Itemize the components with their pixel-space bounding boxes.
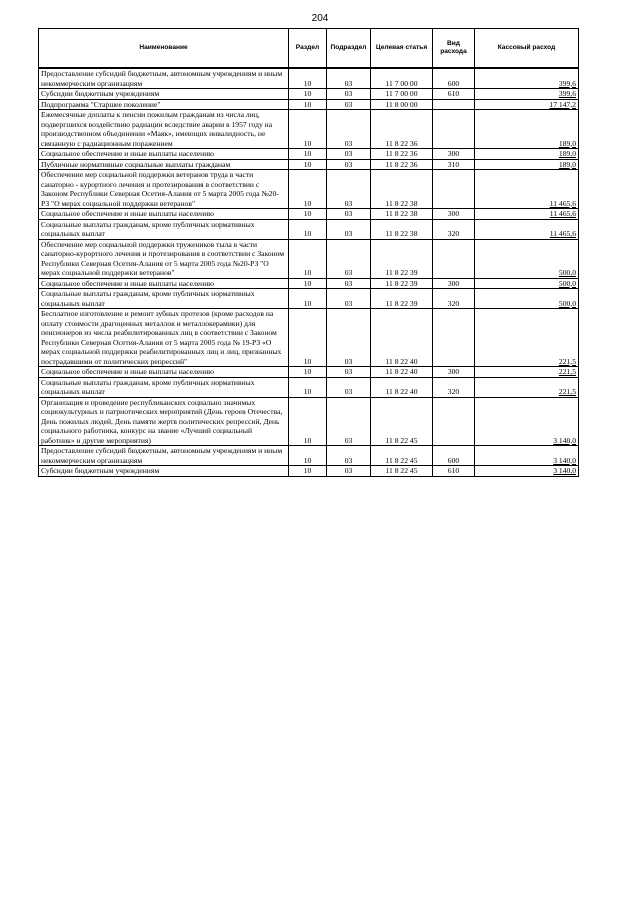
column-header-name: Наименование: [39, 29, 289, 69]
row-statya: 11 7 00 00: [371, 68, 433, 89]
row-vid: 310: [433, 159, 475, 170]
table-row: [39, 68, 579, 89]
row-amount: 500,0: [475, 239, 579, 278]
column-header-statya: Целевая статья: [371, 29, 433, 69]
table-row: [39, 239, 579, 278]
row-podrazdel: 03: [327, 309, 371, 367]
row-amount: 500,0: [475, 289, 579, 309]
row-name: Социальные выплаты гражданам, кроме публичных нормативных социальных выплат: [39, 377, 289, 397]
table-row: [39, 397, 579, 446]
row-amount: 399,6: [475, 68, 579, 89]
row-amount: 3 140,0: [475, 466, 579, 477]
row-statya: 11 8 22 40: [371, 309, 433, 367]
row-razdel: 10: [289, 446, 327, 466]
row-amount: 221,5: [475, 377, 579, 397]
row-statya: 11 8 22 36: [371, 149, 433, 160]
row-amount: 221,5: [475, 367, 579, 378]
row-razdel: 10: [289, 159, 327, 170]
row-statya: 11 8 22 40: [371, 377, 433, 397]
row-vid: 300: [433, 367, 475, 378]
row-podrazdel: 03: [327, 219, 371, 239]
row-razdel: 10: [289, 278, 327, 289]
row-razdel: 10: [289, 309, 327, 367]
row-razdel: 10: [289, 466, 327, 477]
row-statya: 11 8 22 38: [371, 170, 433, 209]
row-podrazdel: 03: [327, 239, 371, 278]
row-podrazdel: 03: [327, 377, 371, 397]
row-podrazdel: 03: [327, 466, 371, 477]
row-razdel: 10: [289, 89, 327, 100]
row-vid: 320: [433, 219, 475, 239]
table-row: [39, 466, 579, 477]
row-amount: 11 465,6: [475, 170, 579, 209]
row-podrazdel: 03: [327, 367, 371, 378]
row-name: Социальные выплаты гражданам, кроме публичных нормативных социальных выплат: [39, 289, 289, 309]
row-vid: 320: [433, 289, 475, 309]
row-name: Социальное обеспечение и иные выплаты населению: [39, 278, 289, 289]
row-statya: 11 8 00 00: [371, 99, 433, 110]
row-amount: 3 140,0: [475, 397, 579, 446]
row-amount: 17 147,2: [475, 99, 579, 110]
row-name: Обеспечение мер социальной поддержки ветеранов труда в части санаторно - курортного лечения и протезирования в соответствии с Законом Республики Северная Осетия-Алания от 5 марта 2005 года №20-РЗ "О мерах социальной поддержки ветеранов": [39, 170, 289, 209]
row-podrazdel: 03: [327, 289, 371, 309]
page-number: 204: [311, 13, 329, 24]
row-vid: 320: [433, 377, 475, 397]
row-vid: [433, 239, 475, 278]
row-name: Предоставление субсидий бюджетным, автономным учреждениям и иным некоммерческим организациям: [39, 68, 289, 89]
row-statya: 11 8 22 36: [371, 159, 433, 170]
row-amount: 189,0: [475, 110, 579, 149]
table-row: [39, 289, 579, 309]
row-statya: 11 8 22 39: [371, 278, 433, 289]
table-row: [39, 446, 579, 466]
row-vid: 300: [433, 209, 475, 220]
table-row: [39, 367, 579, 378]
row-name: Субсидии бюджетным учреждениям: [39, 466, 289, 477]
row-razdel: 10: [289, 239, 327, 278]
row-amount: 11 465,6: [475, 209, 579, 220]
row-name: Социальное обеспечение и иные выплаты населению: [39, 367, 289, 378]
row-name: Субсидии бюджетным учреждениям: [39, 89, 289, 100]
column-header-vid: Вид расхода: [433, 29, 475, 69]
row-podrazdel: 03: [327, 446, 371, 466]
table-row: [39, 99, 579, 110]
row-statya: 11 8 22 38: [371, 219, 433, 239]
row-podrazdel: 03: [327, 170, 371, 209]
row-name: Подпрограмма "Старшее поколение": [39, 99, 289, 110]
row-statya: 11 8 22 38: [371, 209, 433, 220]
row-name: Ежемесячные доплаты к пенсии пожилым гражданам из числа лиц, подвергшихся воздействию радиации вследствие аварии в 1957 году на производственном объединении «Маяк», имеющих инвалидность, не связанную с радиационным поражением: [39, 110, 289, 149]
table-body: [39, 68, 579, 476]
row-podrazdel: 03: [327, 397, 371, 446]
row-vid: [433, 397, 475, 446]
row-podrazdel: 03: [327, 110, 371, 149]
row-statya: 11 8 22 45: [371, 466, 433, 477]
row-name: Социальные выплаты гражданам, кроме публичных нормативных социальных выплат: [39, 219, 289, 239]
row-podrazdel: 03: [327, 278, 371, 289]
row-razdel: 10: [289, 68, 327, 89]
row-razdel: 10: [289, 367, 327, 378]
row-vid: 300: [433, 149, 475, 160]
row-razdel: 10: [289, 110, 327, 149]
row-razdel: 10: [289, 219, 327, 239]
row-podrazdel: 03: [327, 159, 371, 170]
row-vid: 600: [433, 68, 475, 89]
row-podrazdel: 03: [327, 89, 371, 100]
table-row: [39, 89, 579, 100]
row-podrazdel: 03: [327, 209, 371, 220]
row-vid: [433, 99, 475, 110]
row-vid: [433, 309, 475, 367]
row-amount: 221,5: [475, 309, 579, 367]
row-vid: [433, 110, 475, 149]
table-row: [39, 309, 579, 367]
row-statya: 11 8 22 36: [371, 110, 433, 149]
row-name: Обеспечение мер социальной поддержки тружеников тыла в части санаторно-курортного лечения и протезирования в соответствии с Законом Республики Северная Осетия-Алания от 5 марта 2005 года №20-РЗ "О мерах социальной поддержки ветеранов": [39, 239, 289, 278]
row-razdel: 10: [289, 99, 327, 110]
row-vid: [433, 170, 475, 209]
table-row: [39, 209, 579, 220]
row-razdel: 10: [289, 397, 327, 446]
row-vid: 600: [433, 446, 475, 466]
row-razdel: 10: [289, 289, 327, 309]
row-vid: 610: [433, 89, 475, 100]
row-name: Публичные нормативные социальные выплаты гражданам: [39, 159, 289, 170]
row-razdel: 10: [289, 170, 327, 209]
row-name: Социальное обеспечение и иные выплаты населению: [39, 149, 289, 160]
row-name: Бесплатное изготовление и ремонт зубных протезов (кроме расходов на оплату стоимости драгоценных металлов и металлокерамики) для пенсионеров из числа реабилитированных лиц в соответствии с Законом Республики Северная Осетия-Алания от 5 марта 2005 года № 19-РЗ «О мерах социальной поддержки реабилитированных лиц и лиц, признанных пострадавшими от политических репрессий": [39, 309, 289, 367]
row-amount: 189,0: [475, 149, 579, 160]
row-name: Социальное обеспечение и иные выплаты населению: [39, 209, 289, 220]
row-amount: 399,6: [475, 89, 579, 100]
row-statya: 11 8 22 45: [371, 397, 433, 446]
row-amount: 3 140,0: [475, 446, 579, 466]
row-podrazdel: 03: [327, 68, 371, 89]
row-statya: 11 8 22 39: [371, 239, 433, 278]
table-row: [39, 159, 579, 170]
row-amount: 189,0: [475, 159, 579, 170]
column-header-amount: Кассовый расход: [475, 29, 579, 69]
table-row: [39, 149, 579, 160]
row-amount: 500,0: [475, 278, 579, 289]
row-vid: 610: [433, 466, 475, 477]
table-row: [39, 219, 579, 239]
row-razdel: 10: [289, 377, 327, 397]
row-statya: 11 8 22 39: [371, 289, 433, 309]
row-name: Организация и проведение республиканских социально значимых социокультурных и патриотических мероприятий (День героев Отечества, День пожилых людей, День памяти жертв политических репрессий, День социального работника, конкурс на звание «Лучший социальный работник» и другие мероприятия): [39, 397, 289, 446]
row-podrazdel: 03: [327, 149, 371, 160]
table-row: [39, 170, 579, 209]
row-razdel: 10: [289, 149, 327, 160]
row-statya: 11 7 00 00: [371, 89, 433, 100]
table-row: [39, 110, 579, 149]
row-podrazdel: 03: [327, 99, 371, 110]
table-row: [39, 278, 579, 289]
column-header-razdel: Раздел: [289, 29, 327, 69]
row-amount: 11 465,6: [475, 219, 579, 239]
row-name: Предоставление субсидий бюджетным, автономным учреждениям и иным некоммерческим организациям: [39, 446, 289, 466]
expenditure-table: [38, 28, 579, 477]
table-row: [39, 377, 579, 397]
row-razdel: 10: [289, 209, 327, 220]
table-header-row: [39, 29, 579, 69]
column-header-podrazdel: Подраздел: [327, 29, 371, 69]
row-statya: 11 8 22 40: [371, 367, 433, 378]
row-vid: 300: [433, 278, 475, 289]
row-statya: 11 8 22 45: [371, 446, 433, 466]
